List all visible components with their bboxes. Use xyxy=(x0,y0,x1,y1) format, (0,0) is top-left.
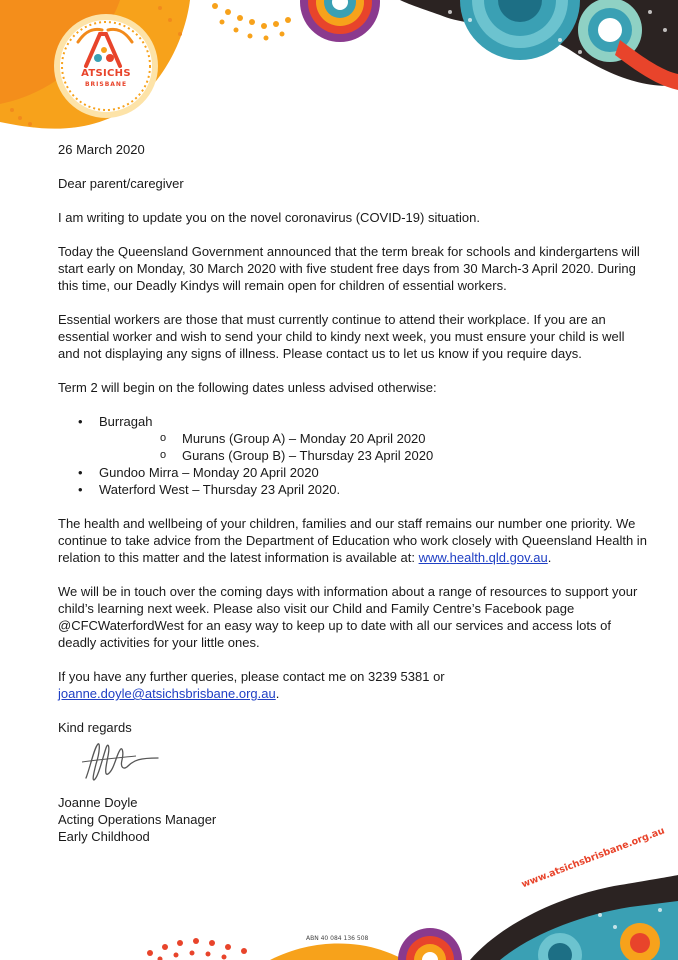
signer-department: Early Childhood xyxy=(58,829,150,844)
bullet-icon: • xyxy=(78,482,83,497)
salutation: Dear parent/caregiver xyxy=(58,176,184,191)
circle-bullet-icon: o xyxy=(160,449,167,461)
footer-website: www.atsichsbrisbane.org.au xyxy=(520,825,667,891)
sub-list-item-label: Gurans (Group B) – Thursday 23 April 2020 xyxy=(182,448,434,463)
footer-abn: ABN 40 084 136 508 xyxy=(306,935,369,942)
circle-bullet-icon: o xyxy=(160,432,167,444)
paragraph-intro: I am writing to update you on the novel coronavirus (COVID-19) situation. xyxy=(58,210,480,225)
paragraph-contact xyxy=(58,668,648,702)
signer-title: Acting Operations Manager xyxy=(58,812,217,827)
logo-city: BRISBANE xyxy=(84,81,128,88)
sub-list-item-label: Muruns (Group A) – Monday 20 April 2020 xyxy=(182,431,426,446)
list-item-label: Waterford West – Thursday 23 April 2020. xyxy=(99,482,341,497)
signer-name: Joanne Doyle xyxy=(58,795,138,810)
paragraph-health-end: . xyxy=(547,550,552,565)
sub-list-item xyxy=(99,430,648,447)
signature-image xyxy=(76,738,166,784)
contact-email-link[interactable]: joanne.doyle@atsichsbrisbane.org.au xyxy=(58,686,276,701)
health-website-link[interactable]: www.health.qld.gov.au xyxy=(418,550,548,565)
list-item-label: Burragah xyxy=(99,414,153,429)
paragraph-resources: We will be in touch over the coming days with information about a range of resources to support your child’s learning next week. Please also visit our Child and Family Centre’s Facebook page @CFCWaterfordWest for an easy way to keep up to date with all our services and access lots of deadly activities for your little ones. xyxy=(58,584,638,650)
letter-body xyxy=(58,141,648,845)
logo-name: ATSICHS xyxy=(81,68,131,79)
signature-block xyxy=(58,794,648,845)
paragraph-term2-intro: Term 2 will begin on the following dates unless advised otherwise: xyxy=(58,380,437,395)
paragraph-health-text: The health and wellbeing of your children, families and our staff remains our number one priority. We continue to take advice from the Department of Education who work closely with Queensland Health in relation to this matter and the latest information is available at: xyxy=(58,516,647,565)
paragraph-announcement: Today the Queensland Government announced that the term break for schools and kindergartens will start early on Monday, 30 March 2020 with five student free days from 30 March-3 April 2020. During this time, our Deadly Kindys will remain open for children of essential workers. xyxy=(58,244,640,293)
footer-artwork xyxy=(0,855,678,960)
bullet-icon: • xyxy=(78,414,83,429)
paragraph-health xyxy=(58,515,648,566)
paragraph-essential-workers: Essential workers are those that must currently continue to attend their workplace. If you are an essential worker and wish to send your child to kindy next week, you must ensure your child is well and not displaying any signs of illness. Please contact us to let us know if you require days. xyxy=(58,312,625,361)
paragraph-contact-end: . xyxy=(275,686,280,701)
term-dates-list xyxy=(58,413,648,498)
sub-list-item xyxy=(99,447,648,464)
list-item xyxy=(58,481,648,498)
letter-date: 26 March 2020 xyxy=(58,142,145,157)
list-item xyxy=(58,464,648,481)
paragraph-contact-text: If you have any further queries, please contact me on 3239 5381 or xyxy=(58,669,445,684)
closing: Kind regards xyxy=(58,720,132,735)
list-item-label: Gundoo Mirra – Monday 20 April 2020 xyxy=(99,465,319,480)
list-item xyxy=(58,413,648,464)
sub-list xyxy=(99,430,648,464)
bullet-icon: • xyxy=(78,465,83,480)
